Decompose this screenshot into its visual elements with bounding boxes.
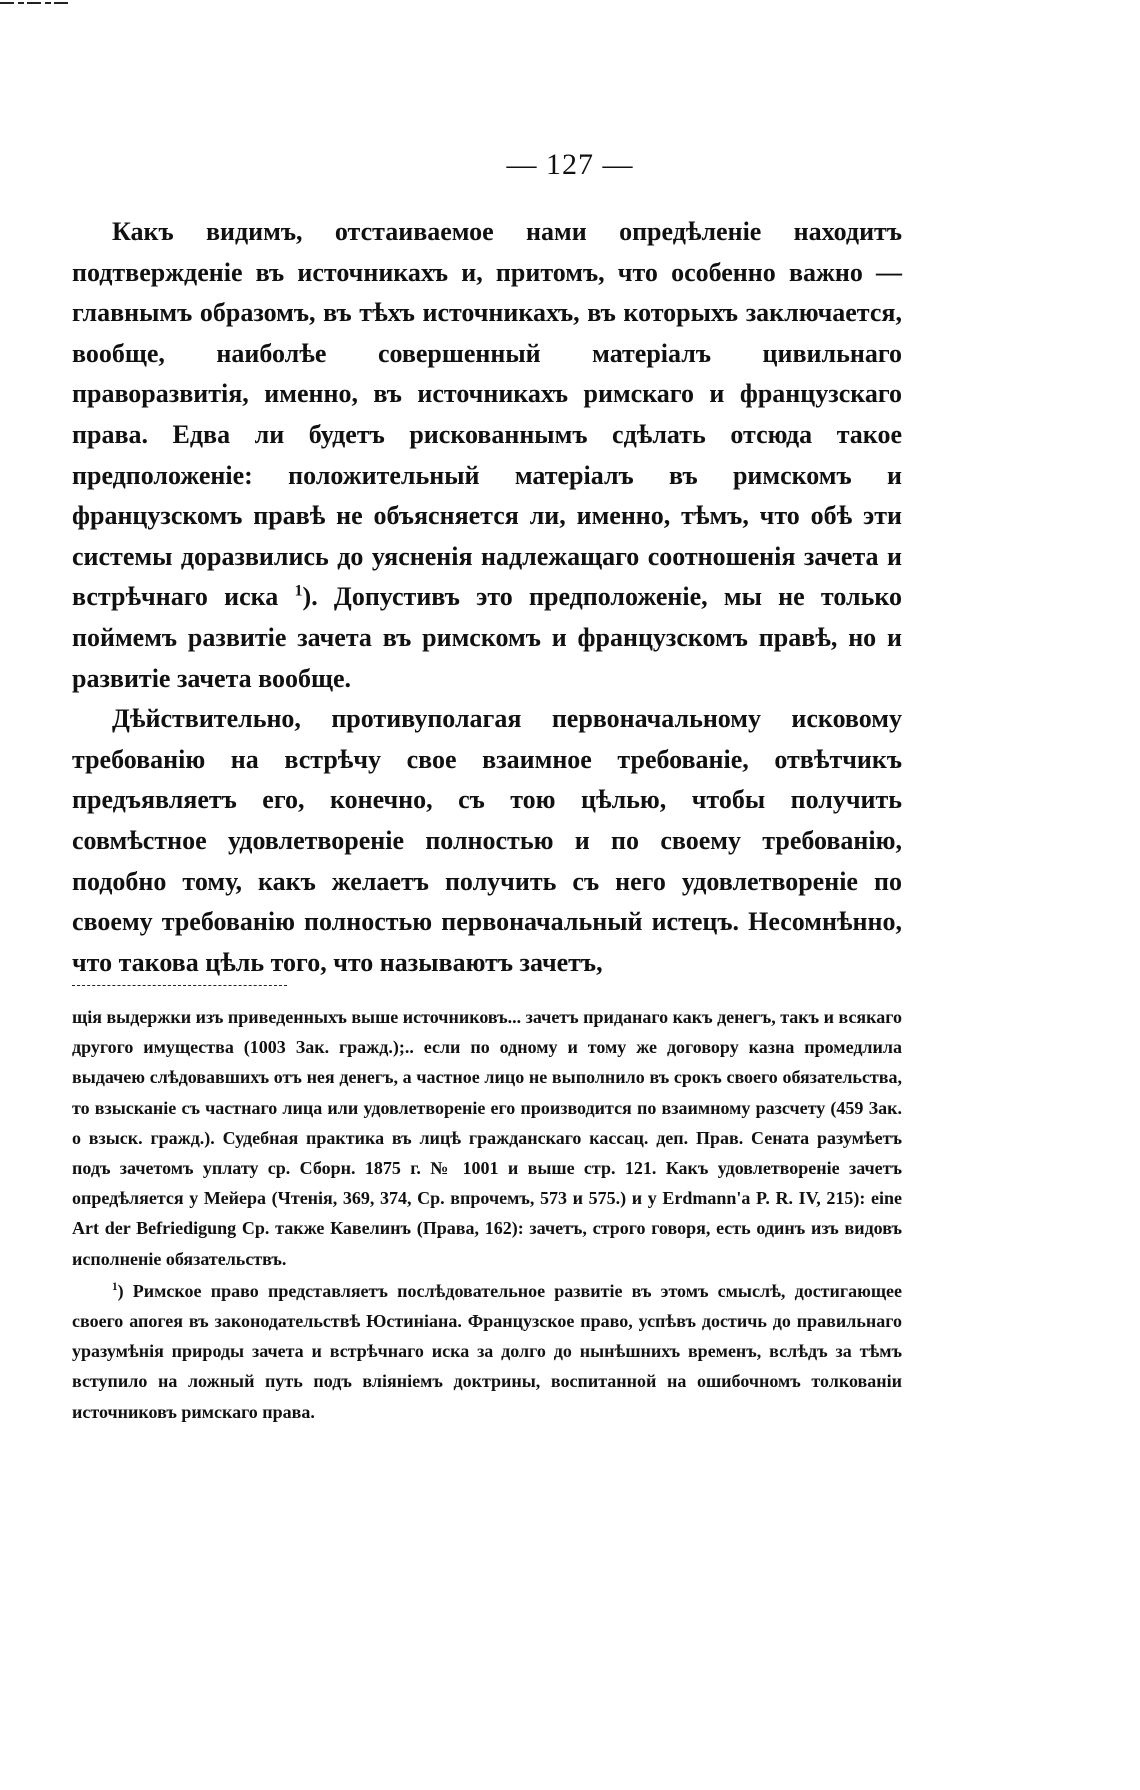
main-text [72, 212, 902, 983]
footnote-1-marker: 1 [112, 1280, 118, 1293]
paragraph-1 [72, 212, 902, 699]
footnote-1 [72, 1276, 902, 1427]
page-number: — 127 — [506, 148, 634, 181]
paragraph-1-text-after: ). Допустивъ это предположеніе, мы не только поймемъ развитіе зачета въ римскомъ и французскомъ правѣ, но и развитіе зачета вообще. [72, 582, 902, 693]
footnotes [72, 1002, 902, 1427]
footnote-separator [72, 985, 287, 986]
page-corner-mark [0, 0, 80, 8]
footnote-1-text: ) Римское право представляетъ послѣдовательное развитіе въ этомъ смыслѣ, достигающее своего апогея въ законодательствѣ Юстиніана. Французское право, успѣвъ достичь до правильнаго уразумѣнія природы зачета и встрѣчнаго иска за долго до нынѣшнихъ временъ, вслѣдъ за тѣмъ вступило на ложный путь подъ вліяніемъ доктрины, воспитанной на ошибочномъ толкованіи источниковъ римскаго права. [72, 1280, 902, 1422]
footnote-ref-1: 1 [294, 582, 303, 600]
footnote-continued: щія выдержки изъ приведенныхъ выше источниковъ... зачетъ приданаго какъ денегъ, такъ и всякаго другого имущества (1003 Зак. гражд.);.. если по одному и тому же договору казна промедлила выдачею слѣдовавшихъ отъ нея денегъ, а частное лицо не выполнило въ срокъ своего обязательства, то взысканіе съ частнаго лица или удовлетвореніе его производится по взаимному разсчету (459 Зак. о взыск. гражд.). Судебная практика въ лицѣ гражданскаго кассац. деп. Прав. Сената разумѣетъ подъ зачетомъ уплату ср. Сборн. 1875 г. № 1001 и выше стр. 121. Какъ удовлетвореніе зачетъ опредѣляется у Мейера (Чтенія, 369, 374, Ср. впрочемъ, 573 и 575.) и у Erdmann'a P. R. IV, 215): eine Art der Befriedigung Ср. также Кавелинъ (Права, 162): зачетъ, строго говоря, есть одинъ изъ видовъ исполненіе обязательствъ. [72, 1007, 902, 1269]
paragraph-2: Дѣйствительно, противуполагая первоначальному исковому требованію на встрѣчу свое взаимное требованіе, отвѣтчикъ предъявляетъ его, конечно, съ тою цѣлью, чтобы получить совмѣстное удовлетвореніе полностью и по своему требованію, подобно тому, какъ желаетъ получить съ него удовлетвореніе по своему требованію полностью первоначальный истецъ. Несомнѣнно, что такова цѣль того, что называютъ зачетъ, [72, 704, 902, 977]
paragraph-1-text: Какъ видимъ, отстаиваемое нами опредѣленіе находитъ подтвержденіе въ источникахъ и, притомъ, что особенно важно — главнымъ образомъ, въ тѣхъ источникахъ, въ которыхъ заключается, вообще, наиболѣе совершенный матеріалъ цивильнаго праворазвитія, именно, въ источникахъ римскаго и французскаго права. Едва ли будетъ рискованнымъ сдѣлать отсюда такое предположеніе: положительный матеріалъ въ римскомъ и французскомъ правѣ не объясняется ли, именно, тѣмъ, что обѣ эти системы доразвились до уясненія надлежащаго соотношенія зачета и встрѣчнаго иска [72, 217, 902, 612]
